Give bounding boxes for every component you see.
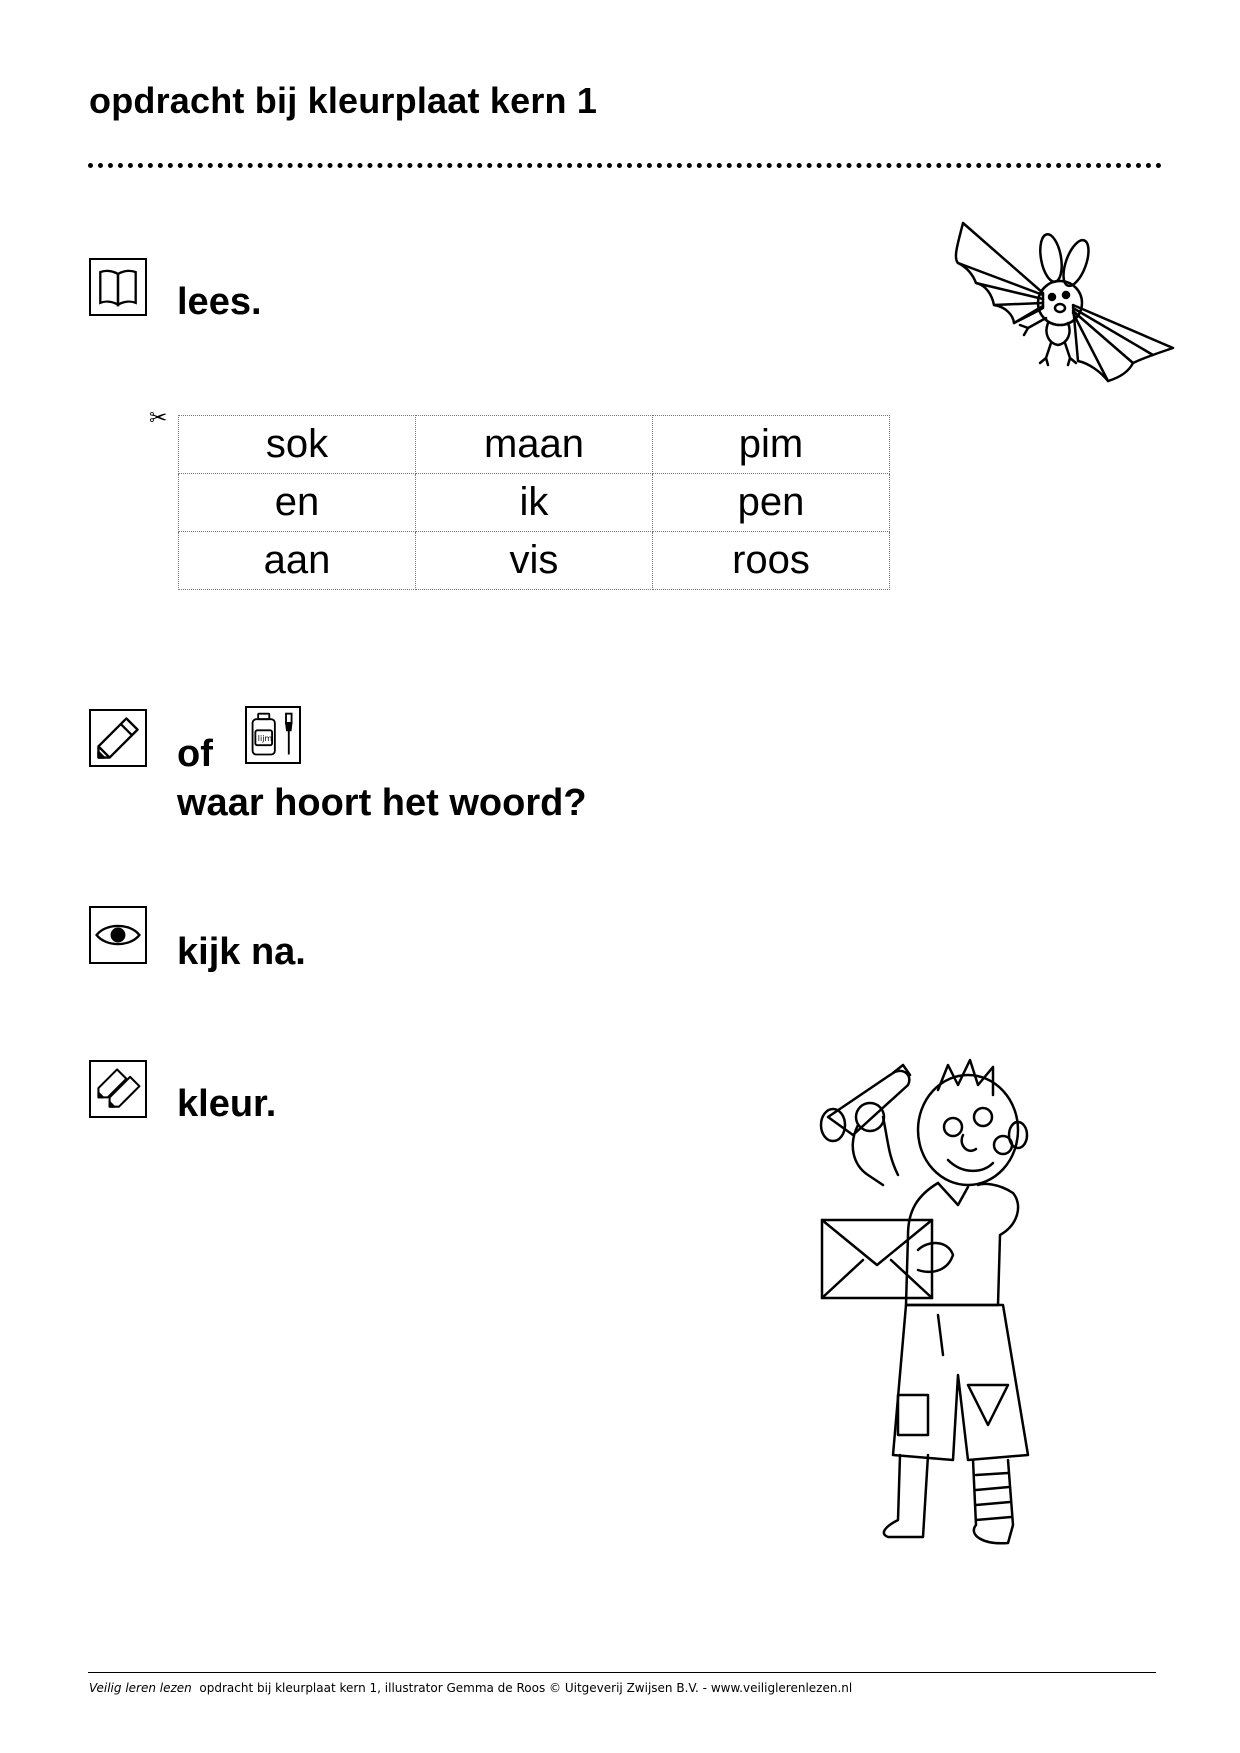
table-row: [179, 416, 890, 474]
eye-icon: [89, 906, 147, 964]
word-cell: sok: [179, 416, 416, 474]
footer: [89, 1681, 852, 1695]
glue-label: lijm: [257, 734, 273, 743]
crayons-icon: [89, 1060, 147, 1118]
word-cell: aan: [179, 532, 416, 590]
instruction-question: waar hoort het woord?: [177, 782, 587, 824]
glue-jar-brush-icon: [245, 706, 301, 764]
pencil-icon: [89, 709, 147, 767]
word-cell: pen: [653, 474, 890, 532]
open-book-icon: [89, 258, 147, 316]
word-cell: pim: [653, 416, 890, 474]
bat-illustration: [948, 213, 1180, 388]
word-cell: en: [179, 474, 416, 532]
footer-divider: [88, 1672, 1156, 1673]
word-cell: maan: [416, 416, 653, 474]
word-cell: ik: [416, 474, 653, 532]
word-cell: vis: [416, 532, 653, 590]
word-cell: roos: [653, 532, 890, 590]
word-table: [178, 415, 890, 590]
instruction-color: kleur.: [177, 1083, 277, 1125]
boy-with-envelope-illustration: [808, 1055, 1058, 1560]
footer-credits: opdracht bij kleurplaat kern 1, illustrator Gemma de Roos © Uitgeverij Zwijsen B.V. - www.veiliglerenlezen.nl: [199, 1681, 853, 1695]
page-title: opdracht bij kleurplaat kern 1: [89, 80, 598, 121]
footer-brand: Veilig leren lezen: [89, 1681, 192, 1695]
instruction-or: of: [177, 733, 213, 775]
instruction-check: kijk na.: [177, 931, 306, 973]
instruction-read: lees.: [177, 281, 262, 323]
table-row: [179, 474, 890, 532]
table-row: [179, 532, 890, 590]
scissors-icon: ✂: [149, 406, 168, 431]
dotted-divider: [88, 163, 1162, 168]
